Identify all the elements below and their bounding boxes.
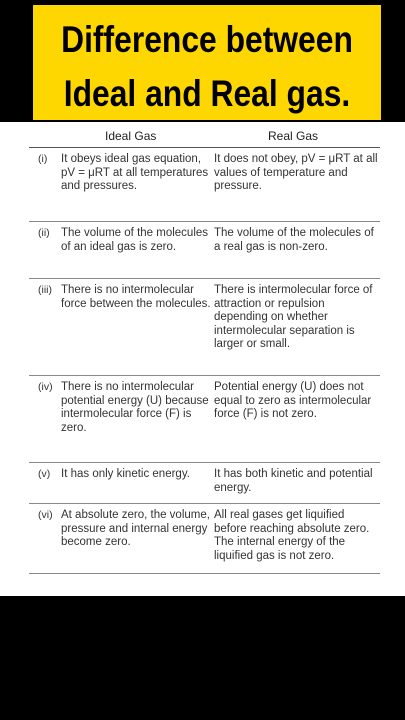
real-gas-cell: It does not obey, pV = μRT at all values of temperature and pressure.	[214, 153, 378, 192]
table-row	[29, 463, 380, 504]
row-number: (ii)	[38, 227, 50, 239]
header-real-gas: Real Gas	[268, 129, 319, 143]
row-number: (i)	[38, 153, 48, 165]
title-banner	[33, 5, 381, 120]
ideal-gas-cell: There is no intermolecular force between the molecules.	[61, 284, 211, 310]
header-ideal-gas: Ideal Gas	[105, 129, 157, 143]
table-row	[29, 148, 380, 222]
row-number: (v)	[38, 468, 51, 480]
table-row	[29, 504, 380, 574]
real-gas-cell: There is intermolecular force of attraction or repulsion depending on whether intermolecular separation is larger or small.	[214, 284, 373, 350]
title-line-2: Ideal and Real gas.	[63, 73, 351, 114]
real-gas-cell: The volume of the molecules of a real gas is non-zero.	[214, 227, 374, 253]
table-row	[29, 376, 380, 463]
row-number: (iii)	[38, 284, 52, 296]
real-gas-cell: It has both kinetic and potential energy.	[214, 468, 373, 494]
table-header	[29, 122, 380, 148]
row-number: (iv)	[38, 381, 53, 393]
ideal-gas-cell: It has only kinetic energy.	[61, 468, 190, 480]
ideal-gas-cell: At absolute zero, the volume, pressure and internal energy become zero.	[61, 509, 210, 548]
real-gas-cell: Potential energy (U) does not equal to zero as intermolecular force (F) is not zero.	[214, 381, 372, 420]
ideal-gas-cell: The volume of the molecules of an ideal gas is zero.	[61, 227, 209, 253]
row-number: (vi)	[38, 509, 53, 521]
ideal-gas-cell: It obeys ideal gas equation, pV = μRT at all temperatures and pressures.	[61, 153, 209, 192]
comparison-table	[29, 122, 380, 574]
real-gas-cell: All real gases get liquified before reaching absolute zero. The internal energy of the liquified gas is not zero.	[214, 509, 370, 562]
table-row	[29, 279, 380, 376]
ideal-gas-cell: There is no intermolecular potential energy (U) because intermolecular force (F) is zero.	[61, 381, 209, 434]
title-line-1: Difference between	[61, 19, 353, 60]
comparison-panel	[0, 122, 405, 596]
table-row	[29, 222, 380, 279]
